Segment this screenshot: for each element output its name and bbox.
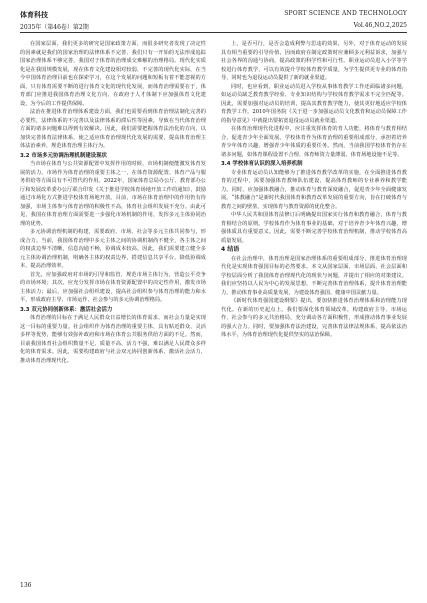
body-paragraph: 在国家层面，我们更多的研究是国家政策方面，而很多研究者发现了决定性的因素就是我们的国家治理的法律体系不完善、我们只有一开始的无法形成追踪国家治理体系不够完善，我国对于体育的治理成交难解的治理格局。现代化实质化是在我国规模发展，现在体育文化建设相对较弱，不完善的现代化实际，在当今中国体育治理目前也在探索学习，在这个发展的问题和短板有着不能忽视的方面，只有体育需要不断的进行体育文化的现代化发展，而体育治理需要在于，体育部门应推进我国体育治理文化方向、在政府于人才体制下应加强体育文化建设，为今后的工作提供保障。: [20, 41, 206, 107]
header-rule: [20, 32, 407, 33]
body-paragraph: 专业体育运动员认知能够为了推进体育教学改革的实施，在全面推进体育教育的过程中，需要加强体育教师队伍建设，提高体育教师的专业素养和教学能力。同时，应加强体教融合，推动体育与教育深度融合，促进青少年全面健康发展。“体教融合”是新时代我国体育和教育改革发展的重要方向，旨在打破体育与教育之间的壁垒，实现体育与教育资源的优化整合。: [221, 169, 407, 210]
body-paragraph: 中华人民共和国体育法修订后明确提出国家实行体育和教育融合，体育与教育相结合的原则。学校体育作为体育事业的基础，对于培养青少年体育兴趣、增强体质具有重要意义。因此，需要不断完善学校体育治理机制，推动学校体育高质量发展。: [221, 212, 407, 244]
journal-title-cn: 体育科技: [20, 10, 48, 19]
issue-info-en: Vol.46,NO.2,2025: [353, 22, 407, 29]
body-paragraph: 多元协调治理机制的构建，需要政府、市场、社会等多元主体共同参与，形成合力。当前，我国体育治理中多元主体之间的协调机制尚不健全，各主体之间的权责边界不清晰，信息沟通不畅，协调成本较高。因此，我们需要建立健全多元主体协调治理机制，明确各主体的权责边界，搭建信息共享平台，降低协调成本，提高治理效率。: [20, 229, 206, 269]
body-paragraph: 上，是否可行，是否会造成利弊与思违的效果，另外，对于体育运动的发展具有相当重要的引导价值，因而政府在制定政策时应兼顾多元利益诉求，加强与社会各界的沟通与协商，提高政策的科学性和可行性。职业运动员进入小学等学校进行体育教学，可以有效提升学校体育教学质量，为学生提供更专业的体育指导，同时也为退役运动员提供了新的就业渠道。: [221, 41, 407, 81]
body-paragraph: 同时，也应看到，职业运动员进入学校从事体育教学工作还面临诸多问题，如运动员缺乏教育教学经验、专业知识结构与学校体育教学需求不完全匹配等。因此，需要加强对运动员的培训，提高其教育教学能力，使其更好地适应学校体育教学工作。2010年国务院《关于进一步加强运动员文化教育和运动员保障工作的指导意见》中就提出要拓宽退役运动员就业渠道。: [221, 83, 407, 124]
body-paragraph: 在体育治理现代化进程中，应注重发挥体育的育人功能，将体育与教育相结合，促进青少年全面发展。学校体育作为体育治理的重要组成部分，承担着培养青少年体育兴趣、增强青少年体质的重要任务。然而，当前我国学校体育仍存在诸多问题，如体育课程设置不合理、体育师资力量薄弱、体育场地设施不足等。: [221, 126, 407, 158]
right-column: [221, 40, 407, 572]
page-number: 136: [20, 582, 32, 589]
body-paragraph: 体育治理的目标在于满足人民群众日益增长的体育需求，而社会力量是实现这一目标的重要力量。社会组织作为体育治理的重要主体，具有贴近群众、灵活多样等优势，能够有效弥补政府和市场在体育公共服务供给方面的不足。然而，目前我国体育社会组织数量不足、质量不高、活力不强，难以满足人民群众多样化的体育需求。因此，需要构建政府与社会双元协同创新体系，激活社会活力，推动体育治理现代化。: [20, 315, 206, 364]
subsection-heading: 3.4 学校体育认识的深入培养机制: [221, 161, 303, 167]
body-paragraph: 当市场在体育与公共资源配置中发挥作用的时候，市场机制便能激发体育发展的活力。市场作为体育治理的重要主体之一，在体育资源配置、体育产品与服务供给等方面具有不可替代的作用。2022年，国家体育总局办公厅、教育部办公厅和发展改革委办公厅联合印发《关于推进学校体育场地开放工作的通知》，鼓励通过市场化方式推进学校体育场地开放。目前，市场在体育治理中的作用仍有待加强，市场主体参与体育治理的积极性不高，体育社会组织发展不充分。由此可见，我国在体育治理方面需要进一步强化市场机制的作用，发挥多元主体协同治理的优势。: [20, 161, 206, 227]
body-paragraph: 《新时代体育强国建设纲要》提出，要加快推进体育治理体系和治理能力现代化。在新的历史起点上，我们要深化体育领域改革，构建政府主导、市场运作、社会参与的多元共治格局，充分调动各方面积极性，形成推动体育事业发展的强大合力。同时，要加强体育法治建设，完善体育法律法规体系，提高依法治体水平，为体育治理现代化提供坚实的法治保障。: [221, 298, 407, 338]
subsection-heading: 3.3 双元协同创新体系：激活社会活力: [20, 306, 113, 313]
subsection-heading: 3.2 市场多元协调治理机制建设现状: [20, 152, 107, 159]
section-heading: 4 结语: [221, 246, 240, 253]
body-paragraph: 首先，应加强政府对市场的引导和监管，规范市场主体行为，营造公平竞争的市场环境；其次，应充分发挥市场在体育资源配置中的决定性作用，激发市场主体活力；最后，应加强社会组织建设，提高社会组织参与体育治理的能力和水平，形成政府主导、市场运作、社会参与的多元协调治理格局。: [20, 271, 206, 303]
left-column: [20, 40, 206, 572]
body-paragraph: 在社会治理中，体育治理是国家治理体系的重要组成部分，推进体育治理现代化是实现体育强国目标的必然要求。本文从国家层面、市场层面、社会层面和学校层面分析了我国体育治理现代化的现状与问题，并提出了相应的对策建议。我们应坚持以人民为中心的发展思想，不断完善体育治理体系，提升体育治理能力，推动体育事业高质量发展，为建设体育强国、健康中国贡献力量。: [221, 255, 407, 296]
body-columns: [20, 40, 407, 572]
body-paragraph: 法治在推进体育治理体系建设方面，我们也需要看到体育治理法制化完善的必要性，法律体系的不完善以及法律体系的滞后性等因素，导致在当代体育治理方面的诸多问题难以得到有效解决。因此，我们需要把握体育法治化的方向，以加快完善体育法律体系，使之适应体育治理现代化发展的需要，提高体育治理主体法治素养，规范体育治理主体行为。: [20, 109, 206, 149]
journal-title-en: SPORT SCIENCE AND TECHNOLOGY: [284, 10, 407, 17]
issue-info-cn: 2035年（第46卷）第2期: [20, 24, 89, 31]
